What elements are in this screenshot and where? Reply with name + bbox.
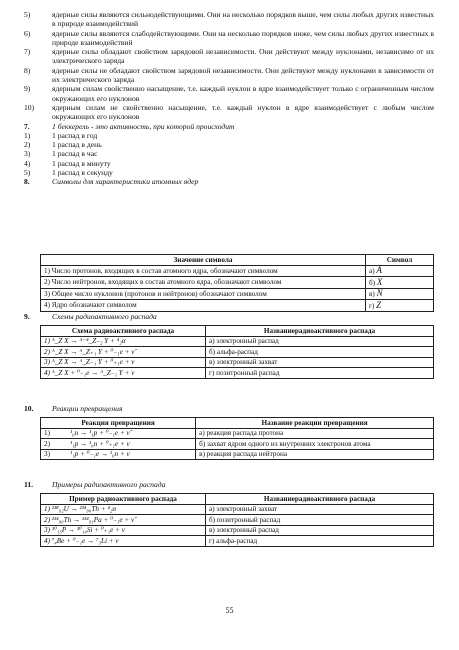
formula-cell: 3) ᴬ_Z X → ᴬ_Z₋₁ Y + ⁰₊₁e + ν [41,357,206,368]
list-item: 4) 1 распад в минуту [24,158,111,168]
symbol: X [376,276,383,287]
list-item: 5) 1 распад в секунду [24,168,113,178]
list-item: 1) 1 распад в год [24,130,98,140]
table-cell: 3) [41,449,68,460]
table-row [41,504,434,515]
table-cell: 2) Число нейтронов, входящих в состав атомного ядра, обозначают символом [41,277,366,289]
table-cell: а) реакция распада протона [196,428,434,439]
statements-list [24,10,434,187]
table-cell: в) N [366,288,434,300]
table-row [41,277,434,289]
table-header: Реакция превращения [41,418,196,429]
table-row [41,428,434,439]
list-item: 7) ядерные силы обладают свойством зарядовой независимости. Они действуют между нуклонами, независимо от их электрического заряда [24,47,434,66]
table-header: Названиерадиоактивного распада [206,326,434,337]
table-header: Значение символа [41,255,366,266]
table-cell: 1) Число протонов, входящих в состав атомного ядра, обозначают символом [41,265,366,277]
table-cell: 3) Общее число нуклонов (протонов и нейтронов) обозначают символом [41,288,366,300]
formula-cell: 2) ²³⁴₉₀Th → ²³⁴₉₁Pa + ⁰₋₁e + ν̃ [41,515,206,526]
question-11-block [24,480,434,489]
formula-cell: 4) ᴬ_Z X + ⁰₋₁e → ᴬ_Z₋₁ Y + ν [41,368,206,379]
table-row [41,300,434,312]
table-header: Символ [366,255,434,266]
table-cell: а) электронный распад [206,336,434,347]
table-row [41,265,434,277]
table-cell: 4) Ядро обозначают символом [41,300,366,312]
table-row [41,515,434,526]
table-cell: а) A [366,265,434,277]
formula-cell: 2) ᴬ_Z X → ᴬ_Z₊₁ Y + ⁰₋₁e + ν̃ [41,347,206,358]
decay-examples-table [40,493,434,547]
formula-cell: ¹₀n → ¹₁p + ⁰₋₁e + ν̃ [67,428,196,439]
formula-cell: 4) ⁷₄Be + ⁰₋₁e → ⁷₃Li + ν [41,536,206,547]
page-number: 55 [225,606,234,615]
table-row [41,525,434,536]
question-9: 9. Схемы радиоактивного распада [24,312,157,321]
table-cell: в) электронный захват [206,357,434,368]
symbol: N [376,288,383,299]
symbol: Z [376,299,382,310]
table-cell: б) X [366,277,434,289]
list-item: 2) 1 распад в день [24,140,102,150]
formula-cell: ¹₁p + ⁰₋₁e → ¹₀n + ν [67,449,196,460]
formula-cell: ¹₁p → ¹₀n + ⁰₊₁e + ν [67,439,196,450]
table-header: Схема радиоактивного распада [41,326,206,337]
table-cell: б) захват ядром одного из внутренних электронов атома [196,439,434,450]
table-row [41,357,434,368]
table-row [41,336,434,347]
table-cell: 2) [41,439,68,450]
table-cell: г) Z [366,300,434,312]
list-item: 9) ядерным силам свойственно насыщение, т.е. каждый нуклон в ядре взаимодействует только с ограниченным числом окружающих его нуклонов [24,84,434,103]
table-cell: в) электронный распад [206,525,434,536]
table-header: Название реакции превращения [196,418,434,429]
table-cell: в) реакция распада нейтрона [196,449,434,460]
reactions-table [40,417,434,460]
formula-cell: 3) ³⁰₁₅P → ³⁰₁₄Si + ⁰₊₁e + ν [41,525,206,536]
decay-schemes-table [40,325,434,379]
formula-cell: 1) ᴬ_Z X → ᴬ⁻⁴_Z₋₂ Y + ⁴₂α [41,336,206,347]
list-item: 6) ядерные силы являются слабодействующими. Они на несколько порядков ниже, чем силы любых других известных в природе взаимодействий [24,28,434,47]
question-8: 8. Символы для характеристики атомных ядер [24,177,199,187]
symbol: A [376,265,382,276]
question-7: 7. 1 беккерель - это активность, при которой происходит [24,121,235,131]
table-row [41,536,434,547]
table-row [41,368,434,379]
table-row [41,288,434,300]
list-item: 10) ядерным силам не свойственно насыщение, т.е. каждый нуклон в ядре взаимодействует с любым числом окружающих его нуклонов [24,102,434,122]
table-header: Пример радиоактивного распада [41,494,206,505]
list-item: 5) ядерные силы являются сильнодействующими. Они на несколько порядков выше, чем силы любых других известных в природе взаимодействий [24,10,434,29]
table-row [41,439,434,450]
table-cell: г) альфа-распад [206,536,434,547]
table-cell: г) позитронный распад [206,368,434,379]
table-cell: а) электронный захват [206,504,434,515]
question-10-block [24,404,434,413]
question-9-block [24,312,434,321]
list-item: 3) 1 распад в час [24,149,98,159]
symbols-table [40,254,434,312]
table-row [41,449,434,460]
table-row [41,347,434,358]
question-11: 11. Примеры радиоактивного распада [24,480,166,489]
table-header: Названиерадиоактивного распада [206,494,434,505]
table-cell: б) альфа-распад [206,347,434,358]
list-item: 8) ядерные силы не обладают свойством зарядовой независимости. Они действуют между нуклонами в зависимости от их электрического заряда [24,65,434,85]
table-cell: б) позитронный распад [206,515,434,526]
table-cell: 1) [41,428,68,439]
formula-cell: 1) ²³⁸₉₂U → ²³⁴₉₀Th + ⁴₂α [41,504,206,515]
question-10: 10. Реакции превращения [24,404,123,413]
